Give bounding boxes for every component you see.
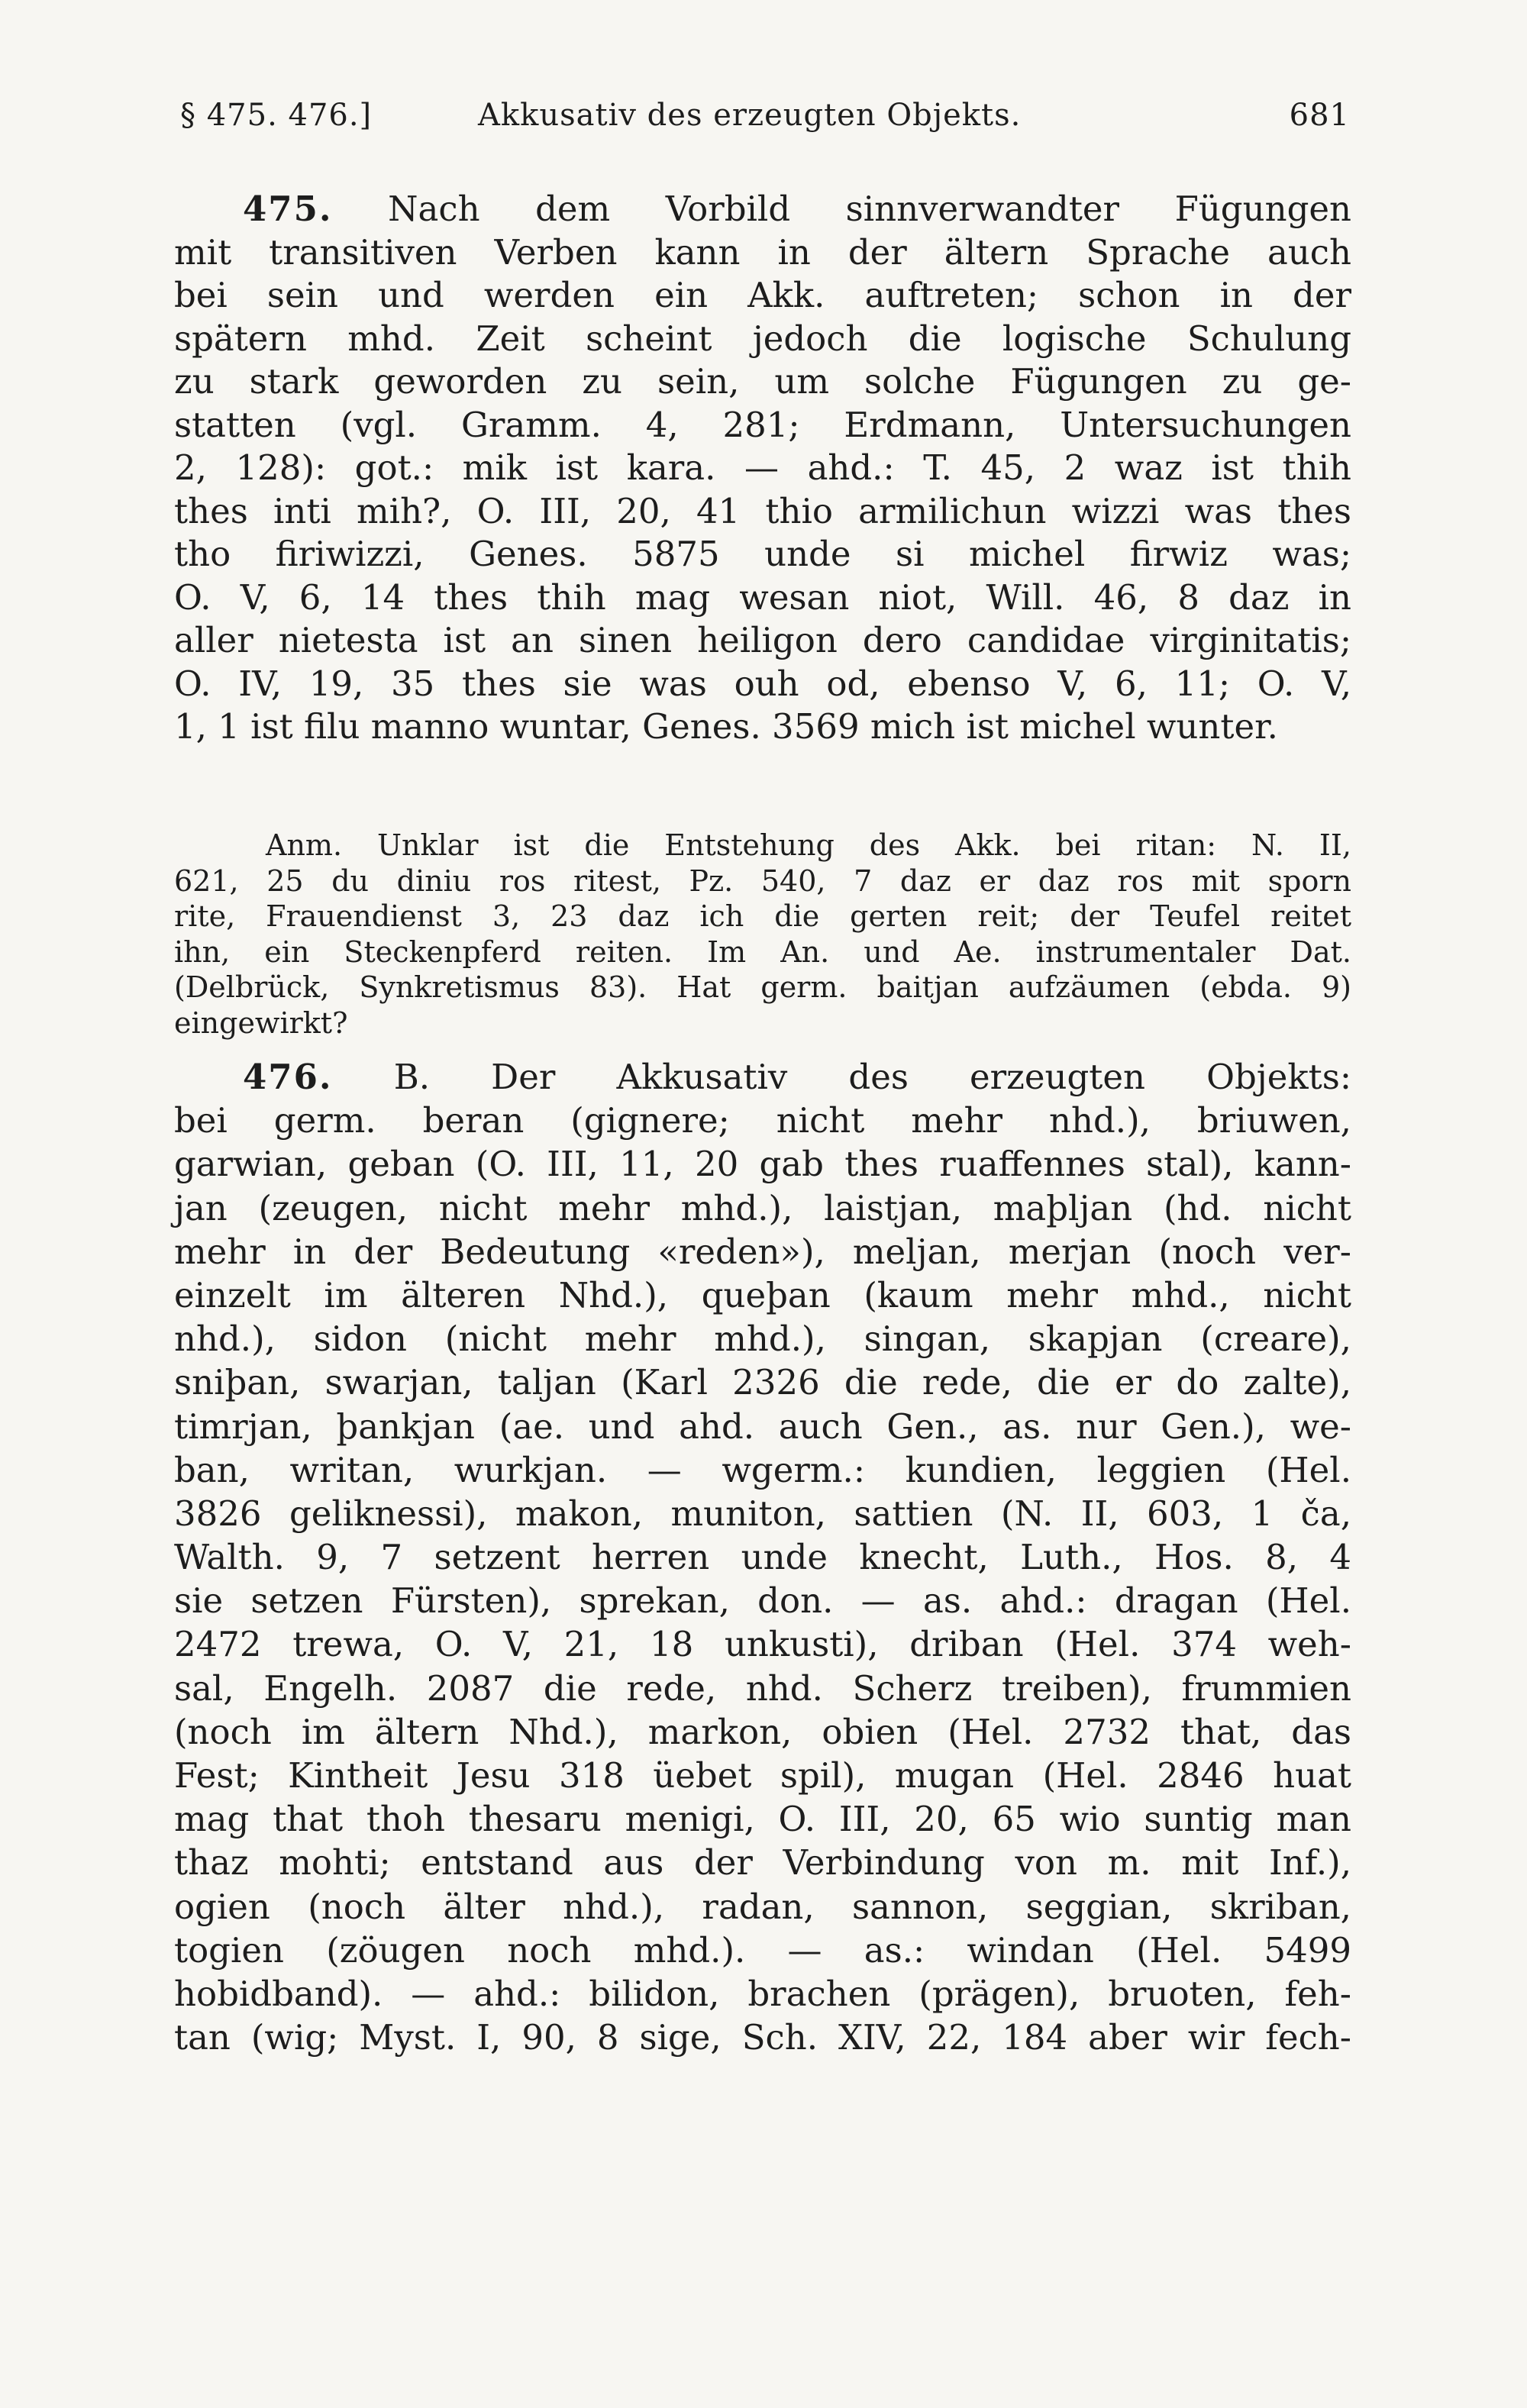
paragraph-line: spätern mhd. Zeit scheint jedoch die logische Schulung [174, 318, 1351, 359]
section-476 [174, 1055, 1351, 2059]
paragraph-line: O. V, 6, 14 thes thih mag wesan niot, Will. 46, 8 daz in [174, 576, 1351, 618]
paragraph-line: Fest; Kintheit Jesu 318 üebet spil), mugan (Hel. 2846 huat [174, 1755, 1351, 1796]
paragraph-line: zu stark geworden zu sein, um solche Fügungen zu ge- [174, 361, 1351, 402]
note-line: 621, 25 du diniu ros ritest, Pz. 540, 7 daz er daz ros mit sporn [174, 863, 1351, 898]
paragraph-line: thaz mohti; entstand aus der Verbindung von m. mit Inf.), [174, 1842, 1351, 1883]
paragraph-line: mag that thoh thesaru menigi, O. III, 20, 65 wio suntig man [174, 1799, 1351, 1840]
paragraph-line: sniþan, swarjan, taljan (Karl 2326 die rede, die er do zalte), [174, 1362, 1351, 1403]
paragraph-line: sal, Engelh. 2087 die rede, nhd. Scherz treiben), frummien [174, 1667, 1351, 1709]
section-number: 475. [243, 189, 333, 229]
paragraph-line: togien (zöugen noch mhd.). — as.: windan (Hel. 5499 [174, 1929, 1351, 1971]
note-line: Anm. Unklar ist die Entstehung des Akk. bei ritan: N. II, [266, 828, 1351, 862]
paragraph-line: bei sein und werden ein Akk. auftreten; schon in der [174, 275, 1351, 315]
paragraph-line: sie setzen Fürsten), sprekan, don. — as. ahd.: dragan (Hel. [174, 1580, 1351, 1622]
paragraph-line: mit transitiven Verben kann in der ältern Sprache auch [174, 231, 1351, 273]
running-title: Akkusativ des erzeugten Objekts. [478, 98, 1022, 133]
note-line: rite, Frauendienst 3, 23 daz ich die gerten reit; der Teufel reitet [174, 899, 1351, 933]
paragraph-line: 2, 128): got.: mik ist kara. — ahd.: T. 45, 2 waz ist thih [174, 447, 1351, 488]
paragraph-line: hobidband). — ahd.: bilidon, brachen (prägen), bruoten, feh- [174, 1973, 1351, 2014]
paragraph-line: Walth. 9, 7 setzent herren unde knecht, Luth., Hos. 8, 4 [174, 1537, 1351, 1578]
annotation-note [174, 828, 1351, 1041]
paragraph-line: O. IV, 19, 35 thes sie was ouh od, ebenso V, 6, 11; O. V, [174, 663, 1351, 704]
section-number: 476. [243, 1057, 333, 1097]
running-header [180, 98, 1350, 140]
note-line: eingewirkt? [174, 1005, 348, 1040]
paragraph-line: garwian, geban (O. III, 11, 20 gab thes ruaffennes stal), kann- [174, 1144, 1351, 1185]
paragraph-line: nhd.), sidon (nicht mehr mhd.), singan, skapjan (creare), [174, 1319, 1351, 1360]
paragraph-line: mehr in der Bedeutung «reden»), meljan, merjan (noch ver- [174, 1231, 1351, 1272]
paragraph-line: tho firiwizzi, Genes. 5875 unde si michel firwiz was; [174, 534, 1351, 574]
note-line: ihn, ein Steckenpferd reiten. Im An. und Ae. instrumentaler Dat. [174, 934, 1351, 969]
paragraph-line: ogien (noch älter nhd.), radan, sannon, seggian, skriban, [174, 1886, 1351, 1927]
paragraph-line: jan (zeugen, nicht mehr mhd.), laistjan, maþljan (hd. nicht [174, 1187, 1351, 1228]
paragraph-line: 3826 geliknessi), makon, muniton, sattien (N. II, 603, 1 ča, [174, 1493, 1351, 1534]
section-475 [174, 188, 1351, 749]
paragraph-line: 476. B. Der Akkusativ des erzeugten Objekts: [243, 1057, 1351, 1097]
paragraph-line: timrjan, þankjan (ae. und ahd. auch Gen., as. nur Gen.), we- [174, 1406, 1351, 1447]
paragraph-line: 475. Nach dem Vorbild sinnverwandter Fügungen [243, 189, 1351, 229]
paragraph-line: einzelt im älteren Nhd.), queþan (kaum mehr mhd., nicht [174, 1274, 1351, 1315]
paragraph-line: 1, 1 ist filu manno wuntar, Genes. 3569 mich ist michel wunter. [174, 706, 1278, 747]
paragraph-line: 2472 trewa, O. V, 21, 18 unkusti), driban (Hel. 374 weh- [174, 1624, 1351, 1665]
page-number: 681 [1289, 98, 1350, 133]
note-line: (Delbrück, Synkretismus 83). Hat germ. baitjan aufzäumen (ebda. 9) [174, 970, 1351, 1004]
section-reference: § 475. 476.] [180, 98, 373, 133]
paragraph-line: tan (wig; Myst. I, 90, 8 sige, Sch. XIV, 22, 184 aber wir fech- [174, 2017, 1351, 2058]
paragraph-line: thes inti mih?, O. III, 20, 41 thio armilichun wizzi was thes [174, 490, 1351, 531]
paragraph-line: statten (vgl. Gramm. 4, 281; Erdmann, Untersuchungen [174, 404, 1351, 445]
paragraph-line: aller nietesta ist an sinen heiligon dero candidae virginitatis; [174, 620, 1351, 660]
paragraph-line: bei germ. beran (gignere; nicht mehr nhd.), briuwen, [174, 1100, 1351, 1141]
paragraph-line: ban, writan, wurkjan. — wgerm.: kundien, leggien (Hel. [174, 1449, 1351, 1490]
paragraph-line: (noch im ältern Nhd.), markon, obien (Hel. 2732 that, das [174, 1711, 1351, 1752]
